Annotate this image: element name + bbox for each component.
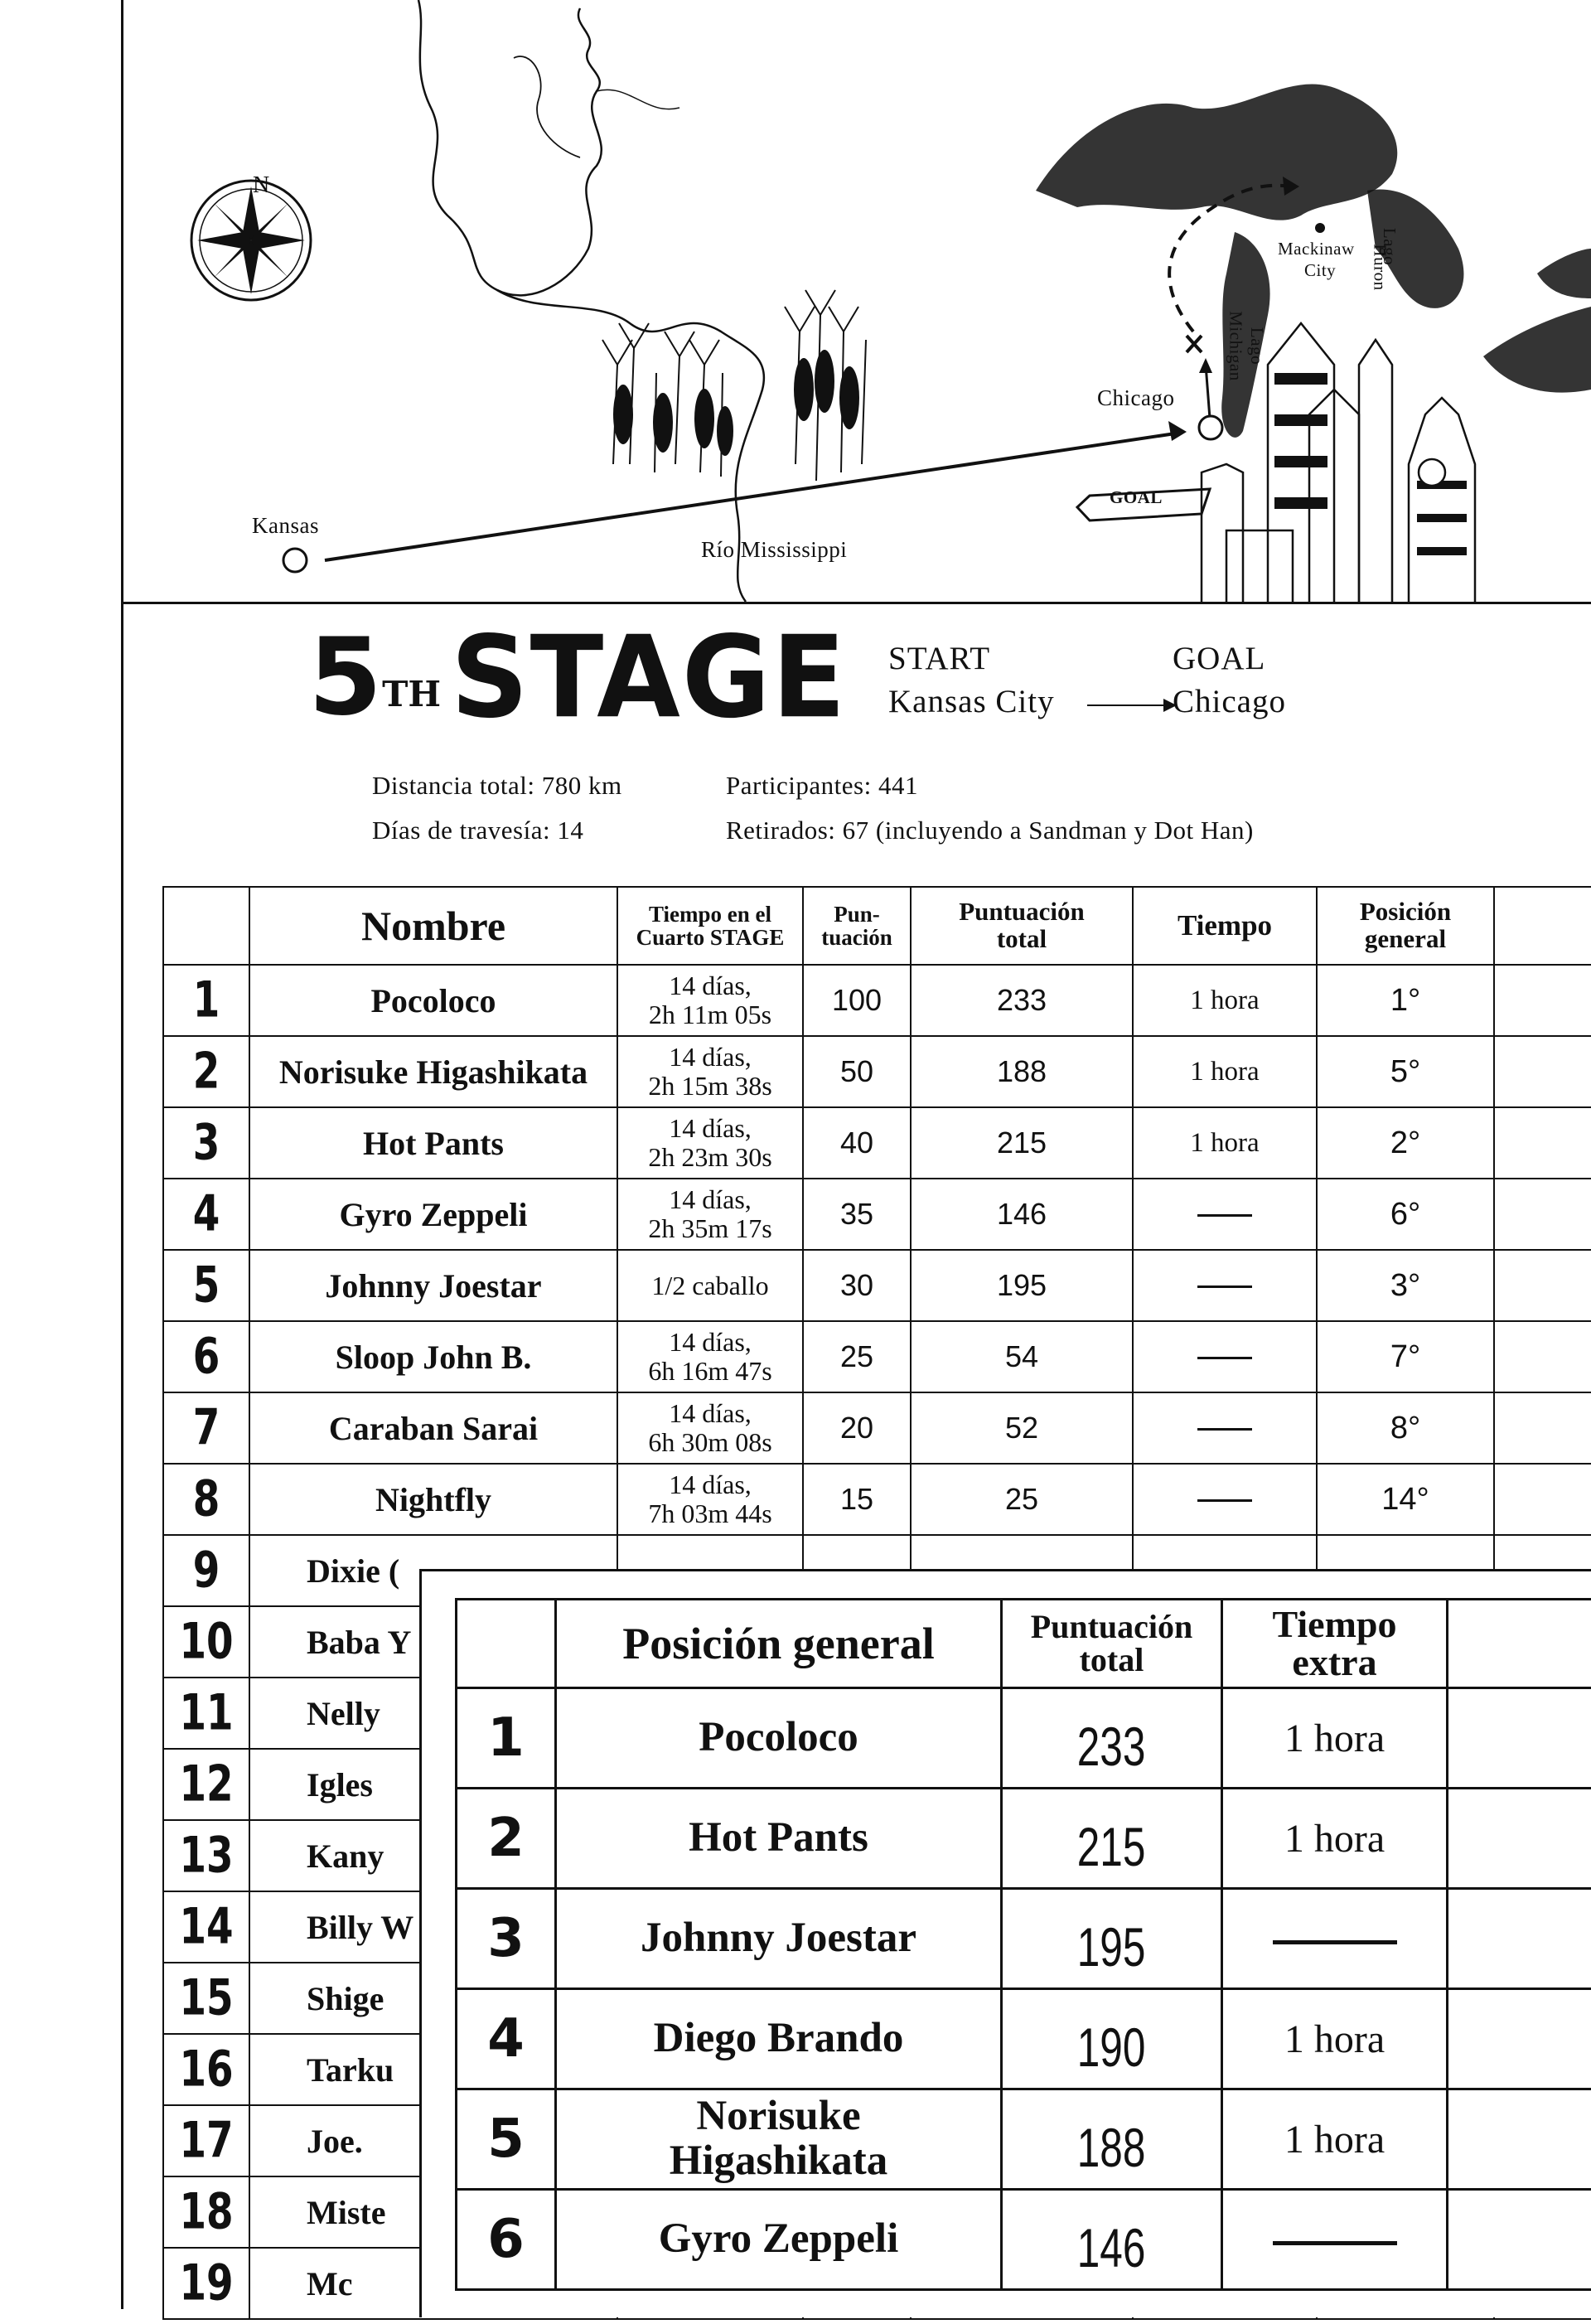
standings-name: Pocoloco bbox=[556, 1688, 1002, 1789]
row-stage-time-hms: 2h 23m 30s bbox=[618, 1143, 802, 1172]
standings-name-line: Norisuke bbox=[557, 2094, 1000, 2139]
row-name: Norisuke Higashikata bbox=[249, 1036, 617, 1107]
row-index: 19 bbox=[163, 2243, 249, 2324]
row-extra-time: 1 hora bbox=[1133, 1107, 1317, 1179]
none-dash bbox=[1197, 1357, 1252, 1359]
row-points: 30 bbox=[803, 1250, 911, 1321]
standings-blank bbox=[1448, 1989, 1591, 2089]
route-arrow bbox=[1087, 704, 1167, 706]
row-general-position: 8° bbox=[1317, 1392, 1494, 1464]
row-stage-time-days: 14 días, bbox=[618, 1114, 802, 1143]
row-stage-time bbox=[617, 1107, 803, 1179]
none-dash bbox=[1197, 1428, 1252, 1431]
standings-blank bbox=[1448, 1688, 1591, 1789]
row-blank bbox=[1494, 1179, 1591, 1250]
standings-name: Hot Pants bbox=[556, 1789, 1002, 1889]
row-index: 4 bbox=[163, 1174, 249, 1256]
standings-extra-time bbox=[1222, 2190, 1448, 2290]
standings-total-header bbox=[1002, 1600, 1222, 1688]
row-extra-time bbox=[1133, 1464, 1317, 1535]
row-general-position: 1° bbox=[1317, 965, 1494, 1036]
lake-michigan-label-2: Michigan bbox=[1226, 311, 1246, 380]
col-total-header-1: Puntuación bbox=[912, 898, 1132, 926]
row-general-position: 5° bbox=[1317, 1036, 1494, 1107]
row-stage-time-days: 14 días, bbox=[618, 1328, 802, 1357]
row-general-position: 6° bbox=[1317, 1179, 1494, 1250]
table-header-row bbox=[163, 887, 1591, 965]
none-dash bbox=[1273, 2241, 1397, 2245]
map-illustration bbox=[123, 0, 1591, 602]
row-general-position: 14° bbox=[1317, 1464, 1494, 1535]
row-stage-time-days: 1/2 caballo bbox=[618, 1271, 802, 1300]
row-stage-time-hms: 2h 11m 05s bbox=[618, 1000, 802, 1029]
row-extra-time: 1 hora bbox=[1133, 1036, 1317, 1107]
mackinaw-city-label: City bbox=[1304, 260, 1336, 281]
row-blank bbox=[1494, 1321, 1591, 1392]
standings-index: 1 bbox=[457, 1688, 556, 1789]
standings-row bbox=[457, 2190, 1591, 2290]
row-name: Gyro Zeppeli bbox=[249, 1179, 617, 1250]
stage-suffix: TH bbox=[382, 674, 441, 714]
standings-row bbox=[457, 1889, 1591, 1989]
standings-total bbox=[1002, 1688, 1222, 1789]
row-stage-time bbox=[617, 965, 803, 1036]
col-name-header: Nombre bbox=[249, 887, 617, 965]
row-index: 1 bbox=[163, 960, 249, 1042]
row-blank bbox=[1494, 965, 1591, 1036]
row-name: Johnny Joestar bbox=[249, 1250, 617, 1321]
standings-blank-header bbox=[1448, 1600, 1591, 1688]
row-extra-time bbox=[1133, 1321, 1317, 1392]
row-general-position: 3° bbox=[1317, 1250, 1494, 1321]
col-position-header bbox=[1317, 887, 1494, 965]
standings-total-value: 215 bbox=[1077, 1799, 1146, 1878]
row-points: 50 bbox=[803, 1036, 911, 1107]
standings-total bbox=[1002, 1789, 1222, 1889]
route-arrow-head bbox=[1163, 699, 1177, 712]
standings-name: Gyro Zeppeli bbox=[556, 2190, 1002, 2290]
row-general-position: 7° bbox=[1317, 1321, 1494, 1392]
standings-row bbox=[457, 2089, 1591, 2190]
col-position-header-2: general bbox=[1318, 926, 1493, 953]
row-name: Shige bbox=[249, 1963, 617, 2034]
none-dash bbox=[1273, 1940, 1397, 1944]
kansas-label: Kansas bbox=[252, 513, 319, 539]
row-stage-time bbox=[617, 1392, 803, 1464]
row-total: 188 bbox=[911, 1036, 1133, 1107]
row-name: Nelly bbox=[249, 1678, 617, 1749]
row-points: 20 bbox=[803, 1392, 911, 1464]
standings-index: 2 bbox=[457, 1789, 556, 1889]
standings-extra-time bbox=[1222, 1889, 1448, 1989]
standings-name-header: Posición general bbox=[556, 1600, 1002, 1688]
goal-banner-label: GOAL bbox=[1110, 487, 1163, 508]
standings-body bbox=[457, 1688, 1591, 2290]
row-name: Mc bbox=[249, 2248, 617, 2319]
standings-total-header-1: Puntuación bbox=[1003, 1610, 1221, 1644]
row-stage-time bbox=[617, 1250, 803, 1321]
row-name: Pocoloco bbox=[249, 965, 617, 1036]
standings-extra-time: 1 hora bbox=[1222, 1789, 1448, 1889]
table-row bbox=[163, 1179, 1591, 1250]
row-stage-time-days: 14 días, bbox=[618, 1399, 802, 1428]
row-total: 195 bbox=[911, 1250, 1133, 1321]
col-total-header-2: total bbox=[912, 926, 1132, 953]
none-dash bbox=[1197, 1285, 1252, 1288]
row-total: 215 bbox=[911, 1107, 1133, 1179]
standings-total-value: 195 bbox=[1077, 1899, 1146, 1978]
info-distance: Distancia total: 780 km bbox=[372, 771, 622, 801]
row-extra-time bbox=[1133, 1250, 1317, 1321]
standings-row bbox=[457, 1789, 1591, 1889]
row-name: Sloop John B. bbox=[249, 1321, 617, 1392]
row-stage-time-days: 14 días, bbox=[618, 1185, 802, 1214]
row-total: 233 bbox=[911, 965, 1133, 1036]
general-standings-table bbox=[455, 1598, 1591, 2291]
standings-total bbox=[1002, 2190, 1222, 2290]
row-name: Hot Pants bbox=[249, 1107, 617, 1179]
standings-extra-header-2: extra bbox=[1223, 1644, 1446, 1682]
row-extra-time: 1 hora bbox=[1133, 965, 1317, 1036]
info-retired: Retirados: 67 (incluyendo a Sandman y Dot Han) bbox=[726, 816, 1254, 845]
col-points-header-1: Pun- bbox=[804, 903, 910, 926]
standings-total bbox=[1002, 1989, 1222, 2089]
row-index: 11 bbox=[163, 1673, 249, 1755]
col-extra-header: Tiempo bbox=[1133, 887, 1317, 965]
row-stage-time-hms: 6h 30m 08s bbox=[618, 1428, 802, 1457]
row-points: 25 bbox=[803, 1321, 911, 1392]
row-name: Billy W bbox=[249, 1891, 617, 1963]
row-stage-time-days: 14 días, bbox=[618, 1470, 802, 1499]
col-points-header bbox=[803, 887, 911, 965]
none-dash bbox=[1197, 1214, 1252, 1217]
col-blank-header bbox=[1494, 887, 1591, 965]
info-days: Días de travesía: 14 bbox=[372, 816, 583, 845]
col-points-header-2: tuación bbox=[804, 926, 910, 949]
standings-name: Diego Brando bbox=[556, 1989, 1002, 2089]
col-index-header bbox=[163, 887, 249, 965]
standings-total-value: 190 bbox=[1077, 1999, 1146, 2079]
standings-total-header-2: total bbox=[1003, 1644, 1221, 1677]
standings-total bbox=[1002, 2089, 1222, 2190]
river-label: Río Mississippi bbox=[701, 537, 847, 563]
row-index: 14 bbox=[163, 1886, 249, 1968]
row-stage-time-days: 14 días, bbox=[618, 971, 802, 1000]
row-index: 18 bbox=[163, 2171, 249, 2254]
row-stage-time-hms: 7h 03m 44s bbox=[618, 1499, 802, 1528]
none-dash bbox=[1197, 1499, 1252, 1502]
row-stage-time bbox=[617, 1321, 803, 1392]
row-stage-time-days: 14 días, bbox=[618, 1043, 802, 1072]
row-name: Kany bbox=[249, 1820, 617, 1891]
standings-total bbox=[1002, 1889, 1222, 1989]
col-position-header-1: Posición bbox=[1318, 898, 1493, 926]
compass-icon bbox=[191, 181, 311, 300]
start-city: Kansas City bbox=[888, 683, 1055, 720]
row-stage-time-hms: 2h 35m 17s bbox=[618, 1214, 802, 1243]
row-stage-time bbox=[617, 1036, 803, 1107]
compass-north-label: N bbox=[253, 172, 270, 199]
row-name: Baba Y bbox=[249, 1606, 617, 1678]
standings-name bbox=[556, 2089, 1002, 2190]
row-total: 54 bbox=[911, 1321, 1133, 1392]
route-map bbox=[123, 0, 1591, 602]
chicago-label: Chicago bbox=[1097, 385, 1174, 411]
standings-total-value: 146 bbox=[1077, 2200, 1146, 2279]
goal-city: Chicago bbox=[1173, 683, 1286, 720]
row-points: 35 bbox=[803, 1179, 911, 1250]
row-general-position: 2° bbox=[1317, 1107, 1494, 1179]
table-row bbox=[163, 1107, 1591, 1179]
standings-blank bbox=[1448, 1889, 1591, 1989]
standings-extra-header-1: Tiempo bbox=[1223, 1605, 1446, 1644]
lake-huron-label-1: Lago bbox=[1379, 228, 1400, 265]
row-stage-time-hms: 6h 16m 47s bbox=[618, 1357, 802, 1386]
standings-extra-header bbox=[1222, 1600, 1448, 1688]
table-row bbox=[163, 965, 1591, 1036]
lake-michigan-label-1: Lago bbox=[1246, 327, 1267, 365]
row-index: 3 bbox=[163, 1102, 249, 1184]
table-row bbox=[163, 1036, 1591, 1107]
table-row bbox=[163, 1392, 1591, 1464]
lake-huron-label-2: Huron bbox=[1370, 244, 1390, 290]
row-index: 6 bbox=[163, 1316, 249, 1398]
start-label: START bbox=[888, 640, 990, 677]
standings-header-row bbox=[457, 1600, 1591, 1688]
stage-title bbox=[308, 623, 847, 731]
stage-word: STAGE bbox=[451, 621, 847, 734]
standings-extra-time: 1 hora bbox=[1222, 1989, 1448, 2089]
row-index: 2 bbox=[163, 1031, 249, 1113]
standings-total-value: 233 bbox=[1077, 1698, 1146, 1778]
standings-index-header bbox=[457, 1600, 556, 1688]
row-stage-time bbox=[617, 1179, 803, 1250]
info-participants: Participantes: 441 bbox=[726, 771, 918, 801]
standings-index: 5 bbox=[457, 2089, 556, 2190]
col-stage-time-header-2: Cuarto STAGE bbox=[618, 926, 802, 949]
standings-row bbox=[457, 1989, 1591, 2089]
table-row bbox=[163, 1321, 1591, 1392]
row-blank bbox=[1494, 1392, 1591, 1464]
row-points: 100 bbox=[803, 965, 911, 1036]
row-points: 15 bbox=[803, 1464, 911, 1535]
row-name: Igles bbox=[249, 1749, 617, 1820]
standings-blank bbox=[1448, 2190, 1591, 2290]
goal-label: GOAL bbox=[1173, 640, 1265, 677]
table-row bbox=[163, 1464, 1591, 1535]
standings-name: Johnny Joestar bbox=[556, 1889, 1002, 1989]
table-row bbox=[163, 1250, 1591, 1321]
row-index: 16 bbox=[163, 2029, 249, 2111]
row-blank bbox=[1494, 1250, 1591, 1321]
row-name: Nightfly bbox=[249, 1464, 617, 1535]
map-separator bbox=[121, 602, 1591, 604]
row-blank bbox=[1494, 1107, 1591, 1179]
standings-index: 6 bbox=[457, 2190, 556, 2290]
row-extra-time bbox=[1133, 1392, 1317, 1464]
standings-row bbox=[457, 1688, 1591, 1789]
row-index: 7 bbox=[163, 1387, 249, 1469]
row-name: Joe. bbox=[249, 2105, 617, 2176]
row-index: 17 bbox=[163, 2100, 249, 2182]
row-index: 10 bbox=[163, 1601, 249, 1683]
col-total-header bbox=[911, 887, 1133, 965]
standings-blank bbox=[1448, 1789, 1591, 1889]
standings-total-value: 188 bbox=[1077, 2099, 1146, 2179]
row-index: 15 bbox=[163, 1958, 249, 2040]
mackinaw-label: Mackinaw bbox=[1278, 239, 1355, 259]
row-points: 40 bbox=[803, 1107, 911, 1179]
row-index: 12 bbox=[163, 1744, 249, 1826]
row-total: 52 bbox=[911, 1392, 1133, 1464]
col-stage-time-header-1: Tiempo en el bbox=[618, 903, 802, 926]
row-total: 25 bbox=[911, 1464, 1133, 1535]
standings-extra-time: 1 hora bbox=[1222, 2089, 1448, 2190]
col-stage-time-header bbox=[617, 887, 803, 965]
standings-blank bbox=[1448, 2089, 1591, 2190]
row-name: Miste bbox=[249, 2176, 617, 2248]
standings-name-line: Higashikata bbox=[557, 2139, 1000, 2184]
row-index: 5 bbox=[163, 1245, 249, 1327]
row-blank bbox=[1494, 1036, 1591, 1107]
row-name: Dixie ( bbox=[249, 1535, 617, 1606]
row-blank bbox=[1494, 1464, 1591, 1535]
stage-number: 5 bbox=[308, 625, 379, 731]
standings-index: 4 bbox=[457, 1989, 556, 2089]
row-extra-time bbox=[1133, 1179, 1317, 1250]
row-name: Caraban Sarai bbox=[249, 1392, 617, 1464]
row-stage-time-hms: 2h 15m 38s bbox=[618, 1072, 802, 1101]
row-index: 8 bbox=[163, 1459, 249, 1541]
row-name: Tarku bbox=[249, 2034, 617, 2105]
row-index: 9 bbox=[163, 1530, 249, 1612]
standings-extra-time: 1 hora bbox=[1222, 1688, 1448, 1789]
row-total: 146 bbox=[911, 1179, 1133, 1250]
general-standings-panel bbox=[419, 1569, 1591, 2317]
row-index: 13 bbox=[163, 1815, 249, 1897]
row-stage-time bbox=[617, 1464, 803, 1535]
standings-index: 3 bbox=[457, 1889, 556, 1989]
